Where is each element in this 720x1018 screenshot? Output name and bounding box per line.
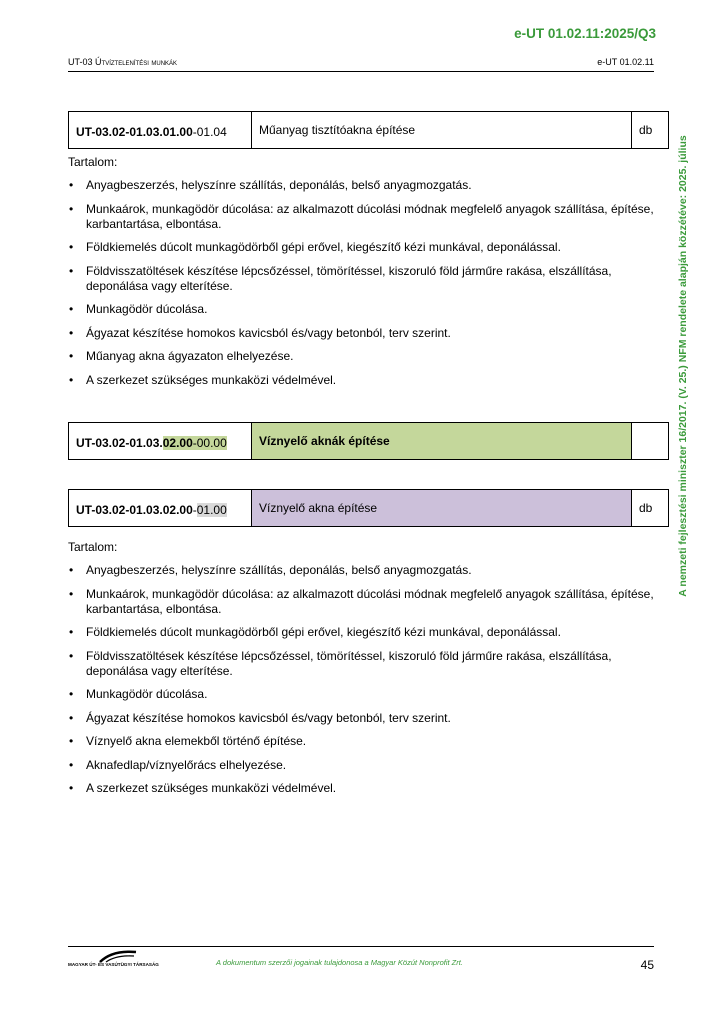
footer-rule xyxy=(68,946,654,947)
copyright-note: A dokumentum szerzői jogainak tulajdonosa a Magyar Közút Nonprofit Zrt. xyxy=(216,958,463,967)
list-item: • Ágyazat készítése homokos kavicsból és/vagy betonból, terv szerint. xyxy=(68,711,658,726)
list-item: • Műanyag akna ágyazaton elhelyezése. xyxy=(68,349,658,364)
group-unit xyxy=(632,423,669,460)
list-item: • Munkaárok, munkagödör dúcolása: az alkalmazott dúcolási módnak megfelelő anyagok szállítása, építése, karbantartása, elbontása. xyxy=(68,202,658,232)
header-left xyxy=(68,57,177,67)
list-item: • Földkiemelés dúcolt munkagödörből gépi erővel, kiegészítő kézi munkával, deponálással. xyxy=(68,240,658,255)
side-note-text: A nemzeti fejlesztési miniszter 16/2017. (V. 25.) NFM rendelete alapján közzétéve: 2025. július xyxy=(677,135,689,597)
content-title: Tartalom: xyxy=(68,155,118,169)
group-name: Víznyelő aknák építése xyxy=(252,423,632,460)
page-number: 45 xyxy=(640,958,654,972)
item-name: Víznyelő akna építése xyxy=(252,490,632,527)
list-item: • A szerkezet szükséges munkaközi védelmével. xyxy=(68,781,658,796)
header-section-title: Útvíztelenítési munkák xyxy=(95,57,178,67)
header-right: e-UT 01.02.11 xyxy=(597,57,654,67)
list-item: • Anyagbeszerzés, helyszínre szállítás, deponálás, belső anyagmozgatás. xyxy=(68,563,658,578)
item-code-table-3 xyxy=(68,489,669,527)
item-unit: db xyxy=(632,112,669,149)
list-item: • A szerkezet szükséges munkaközi védelmével. xyxy=(68,373,658,388)
item-code-table-1 xyxy=(68,111,669,149)
item-unit: db xyxy=(632,490,669,527)
group-code: UT-03.02-01.03.02.00-00.00 xyxy=(69,423,252,460)
content-list xyxy=(68,563,658,796)
side-note xyxy=(676,96,690,636)
list-item: • Munkaárok, munkagödör dúcolása: az alkalmazott dúcolási módnak megfelelő anyagok szállítása, építése, karbantartása, elbontása. xyxy=(68,587,658,617)
list-item: • Ágyazat készítése homokos kavicsból és/vagy betonból, terv szerint. xyxy=(68,326,658,341)
list-item: • Földvisszatöltések készítése lépcsőzéssel, tömörítéssel, kiszoruló föld járműre rakása, elszállítása, deponálása vagy elterítése. xyxy=(68,649,658,679)
list-item: • Munkagödör dúcolása. xyxy=(68,687,658,702)
header-prefix: UT-03 xyxy=(68,57,93,67)
item-content-1 xyxy=(68,155,658,396)
society-logo xyxy=(68,948,168,972)
list-item: • Munkagödör dúcolása. xyxy=(68,302,658,317)
list-item: • Aknafedlap/víznyelőrács elhelyezése. xyxy=(68,758,658,773)
list-item: • Víznyelő akna elemekből történő építése. xyxy=(68,734,658,749)
content-title: Tartalom: xyxy=(68,540,118,554)
item-name: Műanyag tisztítóakna építése xyxy=(252,112,632,149)
item-code-table-2 xyxy=(68,422,669,460)
list-item: • Anyagbeszerzés, helyszínre szállítás, deponálás, belső anyagmozgatás. xyxy=(68,178,658,193)
document-code: e-UT 01.02.11:2025/Q3 xyxy=(514,26,656,41)
item-code: UT-03.02-01.03.02.00-01.00 xyxy=(69,490,252,527)
item-content-2 xyxy=(68,540,658,805)
list-item: • Földkiemelés dúcolt munkagödörből gépi erővel, kiegészítő kézi munkával, deponálással. xyxy=(68,625,658,640)
item-code: UT-03.02-01.03.01.00-01.04 xyxy=(69,112,252,149)
logo-text: MAGYAR ÚT- ÉS VASÚTÜGYI TÁRSASÁG xyxy=(68,962,159,967)
content-list xyxy=(68,178,658,388)
list-item: • Földvisszatöltések készítése lépcsőzéssel, tömörítéssel, kiszoruló föld járműre rakása, elszállítása, deponálása vagy elterítése. xyxy=(68,264,658,294)
running-header xyxy=(68,57,654,72)
